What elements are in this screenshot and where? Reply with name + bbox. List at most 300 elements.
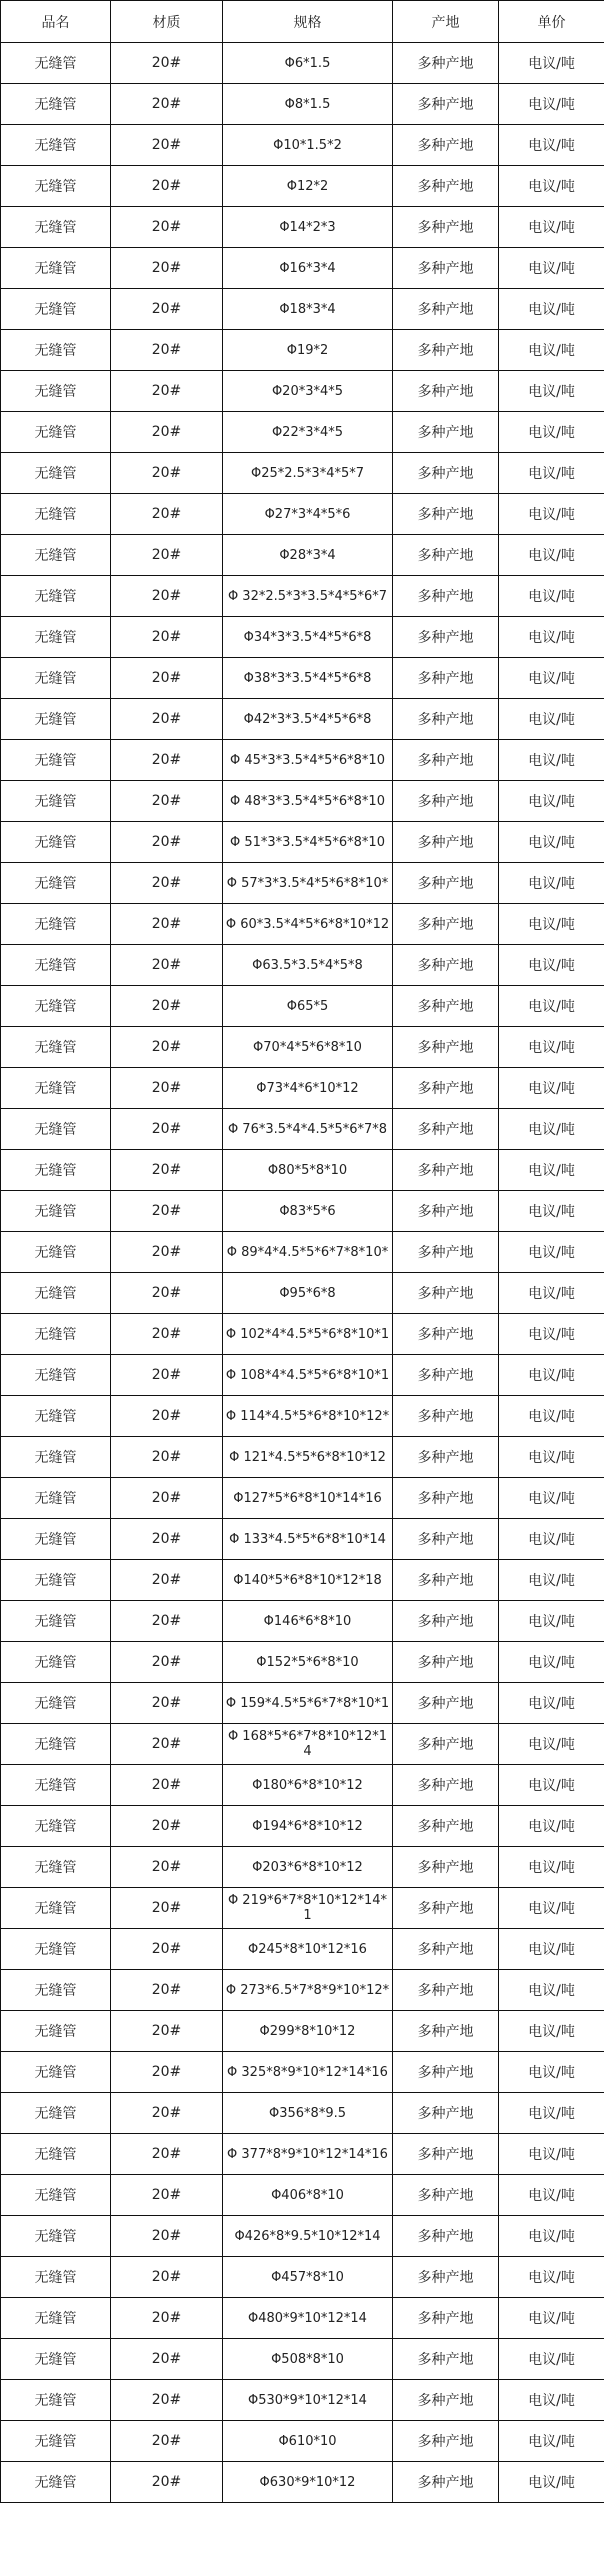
spec-text: Φ 159*4.5*5*6*7*8*10*1 (225, 1695, 390, 1711)
price-cell: 电议/吨 (499, 248, 604, 289)
origin-cell: 多种产地 (393, 1888, 499, 1929)
spec-text: Φ16*3*4 (279, 260, 336, 276)
price-cell: 电议/吨 (499, 125, 604, 166)
price-cell: 电议/吨 (499, 2093, 604, 2134)
spec-cell (223, 2257, 393, 2298)
spec-text: Φ 133*4.5*5*6*8*10*14 (229, 1531, 386, 1547)
spec-cell (223, 330, 393, 371)
origin-cell: 多种产地 (393, 1683, 499, 1724)
header-price: 单价 (499, 1, 604, 43)
product-name-cell: 无缝管 (1, 1847, 111, 1888)
spec-text: Φ38*3*3.5*4*5*6*8 (243, 670, 372, 686)
spec-text: Φ28*3*4 (279, 547, 336, 563)
spec-cell (223, 863, 393, 904)
spec-cell (223, 535, 393, 576)
table-row (1, 453, 604, 494)
spec-cell (223, 1191, 393, 1232)
price-cell: 电议/吨 (499, 1847, 604, 1888)
table-row (1, 125, 604, 166)
price-cell: 电议/吨 (499, 1929, 604, 1970)
spec-cell (223, 617, 393, 658)
price-cell: 电议/吨 (499, 699, 604, 740)
origin-cell: 多种产地 (393, 2339, 499, 2380)
table-row (1, 166, 604, 207)
spec-text: Φ356*8*9.5 (269, 2105, 346, 2121)
product-name-cell: 无缝管 (1, 43, 111, 84)
spec-text: Φ95*6*8 (279, 1285, 336, 1301)
material-cell: 20# (111, 1724, 223, 1765)
spec-text: Φ8*1.5 (284, 96, 331, 112)
price-cell: 电议/吨 (499, 1806, 604, 1847)
spec-cell (223, 289, 393, 330)
spec-text: Φ140*5*6*8*10*12*18 (233, 1572, 382, 1588)
table-body (1, 43, 604, 2503)
origin-cell: 多种产地 (393, 289, 499, 330)
product-name-cell: 无缝管 (1, 576, 111, 617)
table-row (1, 2175, 604, 2216)
price-cell: 电议/吨 (499, 2011, 604, 2052)
spec-cell (223, 1437, 393, 1478)
origin-cell: 多种产地 (393, 1478, 499, 1519)
table-row (1, 2093, 604, 2134)
product-name-cell: 无缝管 (1, 1068, 111, 1109)
price-cell: 电议/吨 (499, 535, 604, 576)
table-row (1, 1273, 604, 1314)
table-row (1, 1150, 604, 1191)
product-name-cell: 无缝管 (1, 2421, 111, 2462)
spec-cell (223, 2011, 393, 2052)
spec-text: Φ203*6*8*10*12 (252, 1859, 363, 1875)
price-cell: 电议/吨 (499, 1724, 604, 1765)
product-name-cell: 无缝管 (1, 453, 111, 494)
spec-text: Φ 89*4*4.5*5*6*7*8*10* (226, 1244, 389, 1260)
material-cell: 20# (111, 945, 223, 986)
spec-text: Φ457*8*10 (271, 2269, 344, 2285)
spec-text: Φ42*3*3.5*4*5*6*8 (243, 711, 372, 727)
table-row (1, 1027, 604, 1068)
origin-cell: 多种产地 (393, 2421, 499, 2462)
origin-cell: 多种产地 (393, 1560, 499, 1601)
origin-cell: 多种产地 (393, 822, 499, 863)
origin-cell: 多种产地 (393, 43, 499, 84)
table-row (1, 371, 604, 412)
spec-text: Φ19*2 (286, 342, 329, 358)
spec-text: Φ73*4*6*10*12 (256, 1080, 359, 1096)
product-name-cell: 无缝管 (1, 1519, 111, 1560)
spec-cell (223, 1642, 393, 1683)
material-cell: 20# (111, 1232, 223, 1273)
material-cell: 20# (111, 43, 223, 84)
origin-cell: 多种产地 (393, 1027, 499, 1068)
origin-cell: 多种产地 (393, 207, 499, 248)
price-cell: 电议/吨 (499, 1519, 604, 1560)
product-name-cell: 无缝管 (1, 1273, 111, 1314)
product-name-cell: 无缝管 (1, 1724, 111, 1765)
material-cell: 20# (111, 1314, 223, 1355)
table-row (1, 699, 604, 740)
spec-text: Φ 108*4*4.5*5*6*8*10*1 (225, 1367, 390, 1383)
table-row (1, 986, 604, 1027)
origin-cell: 多种产地 (393, 1150, 499, 1191)
price-cell: 电议/吨 (499, 576, 604, 617)
origin-cell: 多种产地 (393, 1929, 499, 1970)
product-name-cell: 无缝管 (1, 1396, 111, 1437)
price-cell: 电议/吨 (499, 207, 604, 248)
origin-cell: 多种产地 (393, 2380, 499, 2421)
price-cell: 电议/吨 (499, 1765, 604, 1806)
origin-cell: 多种产地 (393, 125, 499, 166)
spec-text: Φ70*4*5*6*8*10 (253, 1039, 362, 1055)
material-cell: 20# (111, 412, 223, 453)
origin-cell: 多种产地 (393, 1232, 499, 1273)
spec-text: Φ406*8*10 (271, 2187, 344, 2203)
origin-cell: 多种产地 (393, 1970, 499, 2011)
spec-cell (223, 1519, 393, 1560)
origin-cell: 多种产地 (393, 2093, 499, 2134)
spec-text: Φ 121*4.5*5*6*8*10*12 (229, 1449, 386, 1465)
table-row (1, 2134, 604, 2175)
product-name-cell: 无缝管 (1, 371, 111, 412)
spec-cell (223, 740, 393, 781)
origin-cell: 多种产地 (393, 1642, 499, 1683)
spec-text: Φ65*5 (286, 998, 329, 1014)
price-cell: 电议/吨 (499, 330, 604, 371)
material-cell: 20# (111, 1806, 223, 1847)
origin-cell: 多种产地 (393, 863, 499, 904)
product-name-cell: 无缝管 (1, 2216, 111, 2257)
table-row (1, 535, 604, 576)
table-row (1, 740, 604, 781)
spec-cell (223, 1888, 393, 1929)
product-name-cell: 无缝管 (1, 2462, 111, 2503)
product-name-cell: 无缝管 (1, 494, 111, 535)
material-cell: 20# (111, 1929, 223, 1970)
spec-cell (223, 1806, 393, 1847)
spec-cell (223, 1273, 393, 1314)
product-name-cell: 无缝管 (1, 617, 111, 658)
spec-cell (223, 1847, 393, 1888)
price-cell: 电议/吨 (499, 986, 604, 1027)
spec-cell (223, 1027, 393, 1068)
spec-text: Φ 102*4*4.5*5*6*8*10*1 (225, 1326, 390, 1342)
origin-cell: 多种产地 (393, 84, 499, 125)
price-cell: 电议/吨 (499, 781, 604, 822)
spec-text: Φ245*8*10*12*16 (248, 1941, 367, 1957)
price-cell: 电议/吨 (499, 43, 604, 84)
product-name-cell: 无缝管 (1, 2380, 111, 2421)
spec-cell (223, 1929, 393, 1970)
origin-cell: 多种产地 (393, 945, 499, 986)
spec-cell (223, 43, 393, 84)
spec-text: Φ194*6*8*10*12 (252, 1818, 363, 1834)
product-name-cell: 无缝管 (1, 125, 111, 166)
material-cell: 20# (111, 863, 223, 904)
material-cell: 20# (111, 453, 223, 494)
material-cell: 20# (111, 2216, 223, 2257)
table-row (1, 1560, 604, 1601)
spec-text: Φ299*8*10*12 (259, 2023, 356, 2039)
price-cell: 电议/吨 (499, 2134, 604, 2175)
table-row (1, 2462, 604, 2503)
header-row (1, 1, 604, 43)
spec-cell (223, 125, 393, 166)
origin-cell: 多种产地 (393, 453, 499, 494)
spec-text: Φ480*9*10*12*14 (248, 2310, 367, 2326)
material-cell: 20# (111, 1068, 223, 1109)
table-row (1, 1109, 604, 1150)
price-cell: 电议/吨 (499, 453, 604, 494)
material-cell: 20# (111, 371, 223, 412)
product-name-cell: 无缝管 (1, 1314, 111, 1355)
spec-cell (223, 2298, 393, 2339)
product-name-cell: 无缝管 (1, 2257, 111, 2298)
material-cell: 20# (111, 1519, 223, 1560)
origin-cell: 多种产地 (393, 330, 499, 371)
spec-text: Φ127*5*6*8*10*14*16 (233, 1490, 382, 1506)
spec-text: Φ14*2*3 (279, 219, 336, 235)
origin-cell: 多种产地 (393, 699, 499, 740)
price-cell: 电议/吨 (499, 822, 604, 863)
product-name-cell: 无缝管 (1, 2093, 111, 2134)
spec-cell (223, 1355, 393, 1396)
header-material: 材质 (111, 1, 223, 43)
material-cell: 20# (111, 1150, 223, 1191)
product-name-cell: 无缝管 (1, 986, 111, 1027)
material-cell: 20# (111, 2257, 223, 2298)
material-cell: 20# (111, 740, 223, 781)
table-row (1, 43, 604, 84)
spec-text: Φ25*2.5*3*4*5*7 (250, 465, 365, 481)
table-row (1, 945, 604, 986)
price-cell: 电议/吨 (499, 1396, 604, 1437)
spec-text: Φ 114*4.5*5*6*8*10*12* (225, 1408, 390, 1424)
material-cell: 20# (111, 84, 223, 125)
material-cell: 20# (111, 2011, 223, 2052)
table-row (1, 1519, 604, 1560)
price-cell: 电议/吨 (499, 740, 604, 781)
material-cell: 20# (111, 986, 223, 1027)
product-name-cell: 无缝管 (1, 330, 111, 371)
price-cell: 电议/吨 (499, 494, 604, 535)
material-cell: 20# (111, 2093, 223, 2134)
table-row (1, 576, 604, 617)
price-cell: 电议/吨 (499, 2216, 604, 2257)
origin-cell: 多种产地 (393, 1396, 499, 1437)
spec-text: Φ27*3*4*5*6 (264, 506, 351, 522)
table-row (1, 412, 604, 453)
product-name-cell: 无缝管 (1, 412, 111, 453)
origin-cell: 多种产地 (393, 1519, 499, 1560)
price-cell: 电议/吨 (499, 2175, 604, 2216)
material-cell: 20# (111, 1888, 223, 1929)
price-cell: 电议/吨 (499, 617, 604, 658)
table-row (1, 781, 604, 822)
header-origin: 产地 (393, 1, 499, 43)
spec-cell (223, 84, 393, 125)
table-row (1, 2380, 604, 2421)
price-cell: 电议/吨 (499, 1355, 604, 1396)
material-cell: 20# (111, 1396, 223, 1437)
origin-cell: 多种产地 (393, 2216, 499, 2257)
table-row (1, 2216, 604, 2257)
origin-cell: 多种产地 (393, 2462, 499, 2503)
price-cell: 电议/吨 (499, 658, 604, 699)
product-name-cell: 无缝管 (1, 1478, 111, 1519)
price-cell: 电议/吨 (499, 863, 604, 904)
origin-cell: 多种产地 (393, 1437, 499, 1478)
spec-cell (223, 2175, 393, 2216)
spec-cell (223, 576, 393, 617)
origin-cell: 多种产地 (393, 1806, 499, 1847)
spec-text: Φ80*5*8*10 (267, 1162, 348, 1178)
spec-text: Φ 168*5*6*7*8*10*12*14 (227, 1729, 388, 1759)
product-name-cell: 无缝管 (1, 289, 111, 330)
product-name-cell: 无缝管 (1, 2339, 111, 2380)
spec-cell (223, 1970, 393, 2011)
product-name-cell: 无缝管 (1, 166, 111, 207)
origin-cell: 多种产地 (393, 1273, 499, 1314)
spec-text: Φ18*3*4 (279, 301, 336, 317)
price-cell: 电议/吨 (499, 1683, 604, 1724)
spec-text: Φ 219*6*7*8*10*12*14*1 (227, 1893, 388, 1923)
product-name-cell: 无缝管 (1, 2134, 111, 2175)
spec-cell (223, 658, 393, 699)
spec-text: Φ 60*3.5*4*5*6*8*10*12 (225, 916, 390, 932)
price-cell: 电议/吨 (499, 2052, 604, 2093)
spec-cell (223, 1560, 393, 1601)
origin-cell: 多种产地 (393, 2011, 499, 2052)
price-cell: 电议/吨 (499, 1970, 604, 2011)
origin-cell: 多种产地 (393, 617, 499, 658)
spec-text: Φ 57*3*3.5*4*5*6*8*10* (226, 875, 389, 891)
material-cell: 20# (111, 1273, 223, 1314)
price-cell: 电议/吨 (499, 1109, 604, 1150)
material-cell: 20# (111, 289, 223, 330)
spec-cell (223, 1601, 393, 1642)
spec-cell (223, 2216, 393, 2257)
material-cell: 20# (111, 822, 223, 863)
spec-cell (223, 1314, 393, 1355)
origin-cell: 多种产地 (393, 740, 499, 781)
material-cell: 20# (111, 2298, 223, 2339)
price-cell: 电议/吨 (499, 1314, 604, 1355)
price-cell: 电议/吨 (499, 289, 604, 330)
material-cell: 20# (111, 125, 223, 166)
origin-cell: 多种产地 (393, 576, 499, 617)
spec-cell (223, 1396, 393, 1437)
table-row (1, 494, 604, 535)
material-cell: 20# (111, 904, 223, 945)
product-name-cell: 无缝管 (1, 863, 111, 904)
product-name-cell: 无缝管 (1, 1109, 111, 1150)
material-cell: 20# (111, 1437, 223, 1478)
spec-cell (223, 248, 393, 289)
spec-text: Φ 51*3*3.5*4*5*6*8*10 (230, 834, 385, 850)
product-name-cell: 无缝管 (1, 1642, 111, 1683)
material-cell: 20# (111, 1601, 223, 1642)
table-row (1, 1970, 604, 2011)
spec-cell (223, 781, 393, 822)
price-cell: 电议/吨 (499, 1888, 604, 1929)
product-name-cell: 无缝管 (1, 1888, 111, 1929)
table-row (1, 207, 604, 248)
table-header (1, 1, 604, 43)
spec-text: Φ508*8*10 (271, 2351, 344, 2367)
origin-cell: 多种产地 (393, 1068, 499, 1109)
table-row (1, 1683, 604, 1724)
table-row (1, 2339, 604, 2380)
spec-cell (223, 2380, 393, 2421)
spec-text: Φ34*3*3.5*4*5*6*8 (243, 629, 372, 645)
spec-cell (223, 2093, 393, 2134)
spec-cell (223, 453, 393, 494)
product-name-cell: 无缝管 (1, 1806, 111, 1847)
spec-text: Φ63.5*3.5*4*5*8 (252, 957, 363, 973)
price-cell: 电议/吨 (499, 2462, 604, 2503)
material-cell: 20# (111, 1109, 223, 1150)
table-row (1, 863, 604, 904)
table-row (1, 1847, 604, 1888)
table-row (1, 1929, 604, 1970)
material-cell: 20# (111, 658, 223, 699)
spec-text: Φ 325*8*9*10*12*14*16 (227, 2064, 388, 2080)
spec-cell (223, 412, 393, 453)
table-row (1, 1765, 604, 1806)
origin-cell: 多种产地 (393, 2298, 499, 2339)
origin-cell: 多种产地 (393, 1191, 499, 1232)
table-row (1, 1642, 604, 1683)
origin-cell: 多种产地 (393, 1847, 499, 1888)
material-cell: 20# (111, 1765, 223, 1806)
material-cell: 20# (111, 330, 223, 371)
material-cell: 20# (111, 2339, 223, 2380)
table-row (1, 1068, 604, 1109)
product-name-cell: 无缝管 (1, 781, 111, 822)
product-name-cell: 无缝管 (1, 904, 111, 945)
material-cell: 20# (111, 2052, 223, 2093)
table-row (1, 1601, 604, 1642)
price-cell: 电议/吨 (499, 371, 604, 412)
origin-cell: 多种产地 (393, 986, 499, 1027)
material-cell: 20# (111, 535, 223, 576)
table-row (1, 2052, 604, 2093)
product-name-cell: 无缝管 (1, 1601, 111, 1642)
origin-cell: 多种产地 (393, 904, 499, 945)
spec-cell (223, 1683, 393, 1724)
product-name-cell: 无缝管 (1, 84, 111, 125)
spec-text: Φ 48*3*3.5*4*5*6*8*10 (230, 793, 385, 809)
origin-cell: 多种产地 (393, 1601, 499, 1642)
spec-cell (223, 822, 393, 863)
product-name-cell: 无缝管 (1, 248, 111, 289)
table-row (1, 1888, 604, 1929)
material-cell: 20# (111, 699, 223, 740)
origin-cell: 多种产地 (393, 1314, 499, 1355)
table-row (1, 822, 604, 863)
table-row (1, 1806, 604, 1847)
price-cell: 电议/吨 (499, 2339, 604, 2380)
spec-cell (223, 1724, 393, 1765)
material-cell: 20# (111, 1191, 223, 1232)
spec-cell (223, 2052, 393, 2093)
material-cell: 20# (111, 1683, 223, 1724)
product-name-cell: 无缝管 (1, 207, 111, 248)
table-row (1, 1396, 604, 1437)
product-name-cell: 无缝管 (1, 1027, 111, 1068)
spec-cell (223, 2421, 393, 2462)
price-cell: 电议/吨 (499, 1191, 604, 1232)
origin-cell: 多种产地 (393, 2175, 499, 2216)
